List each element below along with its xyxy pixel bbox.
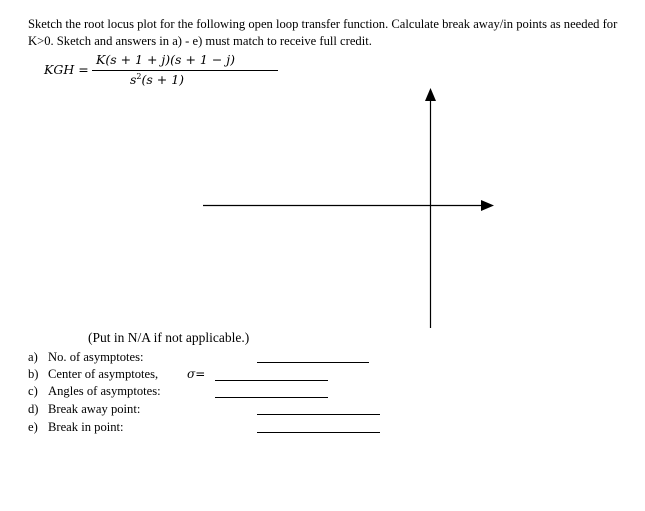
denominator-exponent: 2 — [136, 72, 142, 81]
question-b-label: b) — [28, 367, 39, 381]
question-c-label: c) — [28, 384, 38, 398]
question-a-label: a) — [28, 350, 38, 364]
question-e-text: Break in point: — [48, 420, 124, 434]
answer-c-blank[interactable] — [215, 397, 328, 398]
formula-denominator — [130, 72, 184, 87]
denominator-rest: (s + 1) — [141, 72, 185, 88]
na-note: (Put in N/A if not applicable.) — [88, 330, 250, 345]
denominator-base: s — [130, 72, 137, 88]
fraction-bar — [92, 70, 278, 71]
real-axis-arrowhead — [481, 200, 494, 211]
question-d-text: Break away point: — [48, 402, 141, 416]
sigma-label: σ= — [187, 367, 206, 381]
imaginary-axis-arrowhead — [425, 88, 436, 101]
formula-lhs: KGH = — [44, 62, 89, 77]
answer-e-blank[interactable] — [257, 432, 380, 433]
problem-instructions — [28, 16, 633, 50]
question-d-label: d) — [28, 402, 39, 416]
answer-d-blank[interactable] — [257, 414, 380, 415]
question-b — [28, 367, 158, 382]
question-d — [28, 402, 140, 417]
instruction-line-2: K>0. Sketch and answers in a) - e) must match to receive full credit. — [28, 34, 372, 48]
question-c-text: Angles of asymptotes: — [48, 384, 161, 398]
question-a-text: No. of asymptotes: — [48, 350, 144, 364]
transfer-function — [44, 52, 244, 92]
question-c — [28, 384, 161, 399]
instruction-line-1: Sketch the root locus plot for the following open loop transfer function. Calculate break away/in points as needed for — [28, 17, 618, 31]
question-a — [28, 350, 144, 365]
answer-b-blank[interactable] — [215, 380, 328, 381]
answer-a-blank[interactable] — [257, 362, 369, 363]
question-e-label: e) — [28, 420, 38, 434]
question-e — [28, 420, 124, 435]
formula-numerator: K(s + 1 + j)(s + 1 − j) — [96, 52, 236, 67]
question-b-text: Center of asymptotes, — [48, 367, 159, 381]
